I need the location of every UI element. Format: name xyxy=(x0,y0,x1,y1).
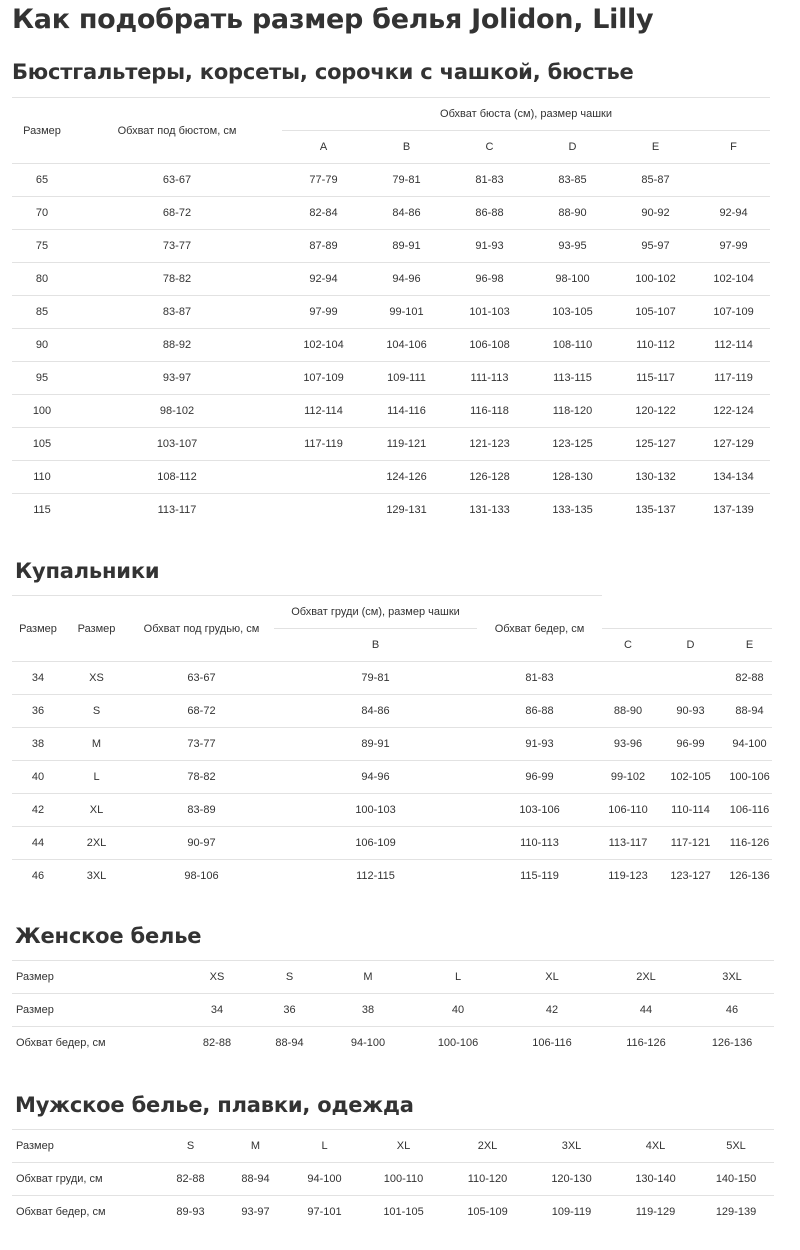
c-cell: 113-117 xyxy=(602,827,654,860)
e-cell: 82-88 xyxy=(727,662,772,695)
underbust-cell: 90-97 xyxy=(129,827,274,860)
value-cell: 2XL xyxy=(602,961,690,994)
bust-cell: 98-100 xyxy=(531,263,614,296)
value-cell: 140-150 xyxy=(698,1163,774,1196)
bust-cell: 84-86 xyxy=(365,197,448,230)
size-cell: 90 xyxy=(12,329,72,362)
row-label: Обхват бедер, см xyxy=(12,1196,157,1229)
bust-cell: 90-92 xyxy=(614,197,697,230)
d-cell xyxy=(654,662,727,695)
hips-cell: 96-99 xyxy=(477,761,602,794)
bust-cell: 82-84 xyxy=(282,197,365,230)
letter-cell: XL xyxy=(64,794,129,827)
men-heading: Мужское белье, плавки, одежда xyxy=(15,1093,414,1117)
table-row xyxy=(12,362,770,395)
underbust-cell: 68-72 xyxy=(72,197,282,230)
value-cell: 130-140 xyxy=(613,1163,698,1196)
value-cell: 97-101 xyxy=(287,1196,362,1229)
header-bust-group: Обхват бюста (см), размер чашки xyxy=(282,98,770,131)
bust-cell: 113-115 xyxy=(531,362,614,395)
underbust-cell: 83-89 xyxy=(129,794,274,827)
bust-cell: 107-109 xyxy=(697,296,770,329)
value-cell: 2XL xyxy=(445,1130,530,1163)
header-cup-b: B xyxy=(274,629,477,662)
value-cell: S xyxy=(257,961,322,994)
bust-cell: 125-127 xyxy=(614,428,697,461)
letter-cell: L xyxy=(64,761,129,794)
bust-cell: 135-137 xyxy=(614,494,697,527)
value-cell: M xyxy=(224,1130,287,1163)
header-cup-e: E xyxy=(614,131,697,164)
bust-cell: 104-106 xyxy=(365,329,448,362)
row-label: Обхват груди, см xyxy=(12,1163,157,1196)
hips-cell: 91-93 xyxy=(477,728,602,761)
size-cell: 95 xyxy=(12,362,72,395)
women-heading: Женское белье xyxy=(15,924,202,948)
bust-cell: 131-133 xyxy=(448,494,531,527)
letter-cell: S xyxy=(64,695,129,728)
size-cell: 46 xyxy=(12,860,64,893)
table-row xyxy=(12,1130,774,1163)
value-cell: M xyxy=(322,961,414,994)
letter-cell: M xyxy=(64,728,129,761)
size-cell: 115 xyxy=(12,494,72,527)
value-cell: 93-97 xyxy=(224,1196,287,1229)
bust-cell: 101-103 xyxy=(448,296,531,329)
header-cup-e: E xyxy=(727,629,772,662)
header-letter-size: Размер xyxy=(64,596,129,662)
value-cell: 89-93 xyxy=(157,1196,224,1229)
header-cup-b: B xyxy=(365,131,448,164)
value-cell: 94-100 xyxy=(322,1027,414,1060)
header-size: Размер xyxy=(12,596,64,662)
e-cell: 106-116 xyxy=(727,794,772,827)
table-row xyxy=(12,428,770,461)
bras-heading: Бюстгальтеры, корсеты, сорочки с чашкой, бюстье xyxy=(12,60,634,84)
bust-cell: 94-96 xyxy=(365,263,448,296)
b-cell: 79-81 xyxy=(274,662,477,695)
size-cell: 40 xyxy=(12,761,64,794)
underbust-cell: 73-77 xyxy=(129,728,274,761)
bust-cell: 115-117 xyxy=(614,362,697,395)
header-row xyxy=(12,98,770,131)
c-cell: 106-110 xyxy=(602,794,654,827)
bust-cell: 133-135 xyxy=(531,494,614,527)
value-cell: 100-110 xyxy=(362,1163,445,1196)
bust-cell: 102-104 xyxy=(282,329,365,362)
value-cell: 129-139 xyxy=(698,1196,774,1229)
table-row xyxy=(12,827,772,860)
c-cell: 93-96 xyxy=(602,728,654,761)
bust-cell: 92-94 xyxy=(282,263,365,296)
header-size: Размер xyxy=(12,98,72,164)
underbust-cell: 103-107 xyxy=(72,428,282,461)
table-row xyxy=(12,164,770,197)
table-row xyxy=(12,329,770,362)
underbust-cell: 78-82 xyxy=(72,263,282,296)
size-cell: 105 xyxy=(12,428,72,461)
table-row xyxy=(12,461,770,494)
value-cell: XL xyxy=(362,1130,445,1163)
row-label: Обхват бедер, см xyxy=(12,1027,177,1060)
value-cell: 109-119 xyxy=(530,1196,613,1229)
underbust-cell: 98-106 xyxy=(129,860,274,893)
underbust-cell: 78-82 xyxy=(129,761,274,794)
underbust-cell: 68-72 xyxy=(129,695,274,728)
underbust-cell: 83-87 xyxy=(72,296,282,329)
underbust-cell: 113-117 xyxy=(72,494,282,527)
value-cell: 120-130 xyxy=(530,1163,613,1196)
underbust-cell: 98-102 xyxy=(72,395,282,428)
bust-cell xyxy=(282,494,365,527)
table-row xyxy=(12,1027,774,1060)
table-row xyxy=(12,695,772,728)
letter-cell: 2XL xyxy=(64,827,129,860)
table-row xyxy=(12,794,772,827)
size-cell: 38 xyxy=(12,728,64,761)
bust-cell: 112-114 xyxy=(697,329,770,362)
underbust-cell: 63-67 xyxy=(72,164,282,197)
d-cell: 102-105 xyxy=(654,761,727,794)
header-cup-c: C xyxy=(448,131,531,164)
value-cell: 46 xyxy=(690,994,774,1027)
c-cell: 119-123 xyxy=(602,860,654,893)
table-row xyxy=(12,263,770,296)
size-cell: 65 xyxy=(12,164,72,197)
bust-cell: 128-130 xyxy=(531,461,614,494)
value-cell: 40 xyxy=(414,994,502,1027)
bust-cell: 103-105 xyxy=(531,296,614,329)
bust-cell: 126-128 xyxy=(448,461,531,494)
bust-cell: 99-101 xyxy=(365,296,448,329)
row-label: Размер xyxy=(12,961,177,994)
bust-cell: 119-121 xyxy=(365,428,448,461)
value-cell: XL xyxy=(502,961,602,994)
underbust-cell: 73-77 xyxy=(72,230,282,263)
bust-cell: 83-85 xyxy=(531,164,614,197)
bust-cell: 89-91 xyxy=(365,230,448,263)
value-cell: 88-94 xyxy=(224,1163,287,1196)
bust-cell: 123-125 xyxy=(531,428,614,461)
value-cell: 100-106 xyxy=(414,1027,502,1060)
bust-cell: 127-129 xyxy=(697,428,770,461)
value-cell: 126-136 xyxy=(690,1027,774,1060)
d-cell: 90-93 xyxy=(654,695,727,728)
table-row xyxy=(12,296,770,329)
bust-cell: 91-93 xyxy=(448,230,531,263)
table-row xyxy=(12,860,772,893)
c-cell xyxy=(602,662,654,695)
e-cell: 88-94 xyxy=(727,695,772,728)
underbust-cell: 88-92 xyxy=(72,329,282,362)
bust-cell: 120-122 xyxy=(614,395,697,428)
value-cell: XS xyxy=(177,961,257,994)
size-cell: 75 xyxy=(12,230,72,263)
b-cell: 112-115 xyxy=(274,860,477,893)
value-cell: 116-126 xyxy=(602,1027,690,1060)
value-cell: L xyxy=(414,961,502,994)
table-row xyxy=(12,494,770,527)
bust-cell: 107-109 xyxy=(282,362,365,395)
bust-cell: 97-99 xyxy=(697,230,770,263)
bust-cell: 112-114 xyxy=(282,395,365,428)
bust-cell xyxy=(697,164,770,197)
size-cell: 80 xyxy=(12,263,72,296)
bust-cell: 92-94 xyxy=(697,197,770,230)
row-label: Размер xyxy=(12,994,177,1027)
table-row xyxy=(12,728,772,761)
value-cell: 5XL xyxy=(698,1130,774,1163)
size-cell: 36 xyxy=(12,695,64,728)
table-row xyxy=(12,395,770,428)
bust-cell: 77-79 xyxy=(282,164,365,197)
header-hips: Обхват бедер, см xyxy=(477,596,602,662)
header-cup-a: A xyxy=(282,131,365,164)
header-cup-d: D xyxy=(531,131,614,164)
bust-cell: 116-118 xyxy=(448,395,531,428)
bust-cell: 86-88 xyxy=(448,197,531,230)
table-row xyxy=(12,1163,774,1196)
value-cell: 105-109 xyxy=(445,1196,530,1229)
table-row xyxy=(12,662,772,695)
size-cell: 44 xyxy=(12,827,64,860)
value-cell: 106-116 xyxy=(502,1027,602,1060)
page-title: Как подобрать размер белья Jolidon, Lilly xyxy=(12,4,654,35)
bust-cell: 117-119 xyxy=(282,428,365,461)
table-row xyxy=(12,994,774,1027)
bust-cell: 137-139 xyxy=(697,494,770,527)
header-row xyxy=(12,596,772,629)
e-cell: 116-126 xyxy=(727,827,772,860)
size-cell: 85 xyxy=(12,296,72,329)
c-cell: 99-102 xyxy=(602,761,654,794)
b-cell: 94-96 xyxy=(274,761,477,794)
letter-cell: 3XL xyxy=(64,860,129,893)
hips-cell: 115-119 xyxy=(477,860,602,893)
bust-cell: 114-116 xyxy=(365,395,448,428)
size-cell: 110 xyxy=(12,461,72,494)
bust-cell: 93-95 xyxy=(531,230,614,263)
e-cell: 100-106 xyxy=(727,761,772,794)
c-cell: 88-90 xyxy=(602,695,654,728)
swimwear-size-table xyxy=(12,595,772,892)
value-cell: 3XL xyxy=(690,961,774,994)
bust-cell: 124-126 xyxy=(365,461,448,494)
b-cell: 89-91 xyxy=(274,728,477,761)
value-cell: 38 xyxy=(322,994,414,1027)
d-cell: 110-114 xyxy=(654,794,727,827)
table-row xyxy=(12,230,770,263)
d-cell: 123-127 xyxy=(654,860,727,893)
hips-cell: 110-113 xyxy=(477,827,602,860)
header-bust-group: Обхват груди (см), размер чашки xyxy=(274,596,477,629)
bust-cell: 106-108 xyxy=(448,329,531,362)
bust-cell: 111-113 xyxy=(448,362,531,395)
value-cell: 34 xyxy=(177,994,257,1027)
value-cell: 119-129 xyxy=(613,1196,698,1229)
hips-cell: 86-88 xyxy=(477,695,602,728)
header-blank xyxy=(602,596,772,629)
bust-cell: 122-124 xyxy=(697,395,770,428)
header-underbust: Обхват под бюстом, см xyxy=(72,98,282,164)
bust-cell: 100-102 xyxy=(614,263,697,296)
bust-cell: 96-98 xyxy=(448,263,531,296)
value-cell: 4XL xyxy=(613,1130,698,1163)
value-cell: L xyxy=(287,1130,362,1163)
value-cell: 101-105 xyxy=(362,1196,445,1229)
bust-cell: 88-90 xyxy=(531,197,614,230)
bust-cell xyxy=(282,461,365,494)
value-cell: 3XL xyxy=(530,1130,613,1163)
bras-size-table xyxy=(12,97,770,526)
header-cup-f: F xyxy=(697,131,770,164)
bust-cell: 109-111 xyxy=(365,362,448,395)
men-size-table xyxy=(12,1129,774,1228)
d-cell: 96-99 xyxy=(654,728,727,761)
bust-cell: 102-104 xyxy=(697,263,770,296)
size-cell: 34 xyxy=(12,662,64,695)
value-cell: 94-100 xyxy=(287,1163,362,1196)
bust-cell: 87-89 xyxy=(282,230,365,263)
bust-cell: 85-87 xyxy=(614,164,697,197)
underbust-cell: 93-97 xyxy=(72,362,282,395)
bust-cell: 118-120 xyxy=(531,395,614,428)
bust-cell: 129-131 xyxy=(365,494,448,527)
size-cell: 42 xyxy=(12,794,64,827)
hips-cell: 103-106 xyxy=(477,794,602,827)
bust-cell: 81-83 xyxy=(448,164,531,197)
value-cell: 82-88 xyxy=(177,1027,257,1060)
d-cell: 117-121 xyxy=(654,827,727,860)
bust-cell: 130-132 xyxy=(614,461,697,494)
bust-cell: 79-81 xyxy=(365,164,448,197)
table-row xyxy=(12,761,772,794)
bust-cell: 105-107 xyxy=(614,296,697,329)
table-row xyxy=(12,197,770,230)
underbust-cell: 63-67 xyxy=(129,662,274,695)
hips-cell: 81-83 xyxy=(477,662,602,695)
bust-cell: 95-97 xyxy=(614,230,697,263)
value-cell: 110-120 xyxy=(445,1163,530,1196)
b-cell: 106-109 xyxy=(274,827,477,860)
e-cell: 126-136 xyxy=(727,860,772,893)
size-cell: 100 xyxy=(12,395,72,428)
header-underbust: Обхват под грудью, см xyxy=(129,596,274,662)
women-size-table xyxy=(12,960,774,1059)
bust-cell: 121-123 xyxy=(448,428,531,461)
e-cell: 94-100 xyxy=(727,728,772,761)
value-cell: 42 xyxy=(502,994,602,1027)
header-cup-d: D xyxy=(654,629,727,662)
bust-cell: 117-119 xyxy=(697,362,770,395)
value-cell: 44 xyxy=(602,994,690,1027)
value-cell: 82-88 xyxy=(157,1163,224,1196)
size-cell: 70 xyxy=(12,197,72,230)
bust-cell: 134-134 xyxy=(697,461,770,494)
bust-cell: 110-112 xyxy=(614,329,697,362)
header-cup-c: C xyxy=(602,629,654,662)
bust-cell: 97-99 xyxy=(282,296,365,329)
value-cell: 88-94 xyxy=(257,1027,322,1060)
row-label: Размер xyxy=(12,1130,157,1163)
swimwear-heading: Купальники xyxy=(15,559,160,583)
b-cell: 84-86 xyxy=(274,695,477,728)
table-row xyxy=(12,1196,774,1229)
value-cell: 36 xyxy=(257,994,322,1027)
underbust-cell: 108-112 xyxy=(72,461,282,494)
b-cell: 100-103 xyxy=(274,794,477,827)
bust-cell: 108-110 xyxy=(531,329,614,362)
table-row xyxy=(12,961,774,994)
letter-cell: XS xyxy=(64,662,129,695)
value-cell: S xyxy=(157,1130,224,1163)
